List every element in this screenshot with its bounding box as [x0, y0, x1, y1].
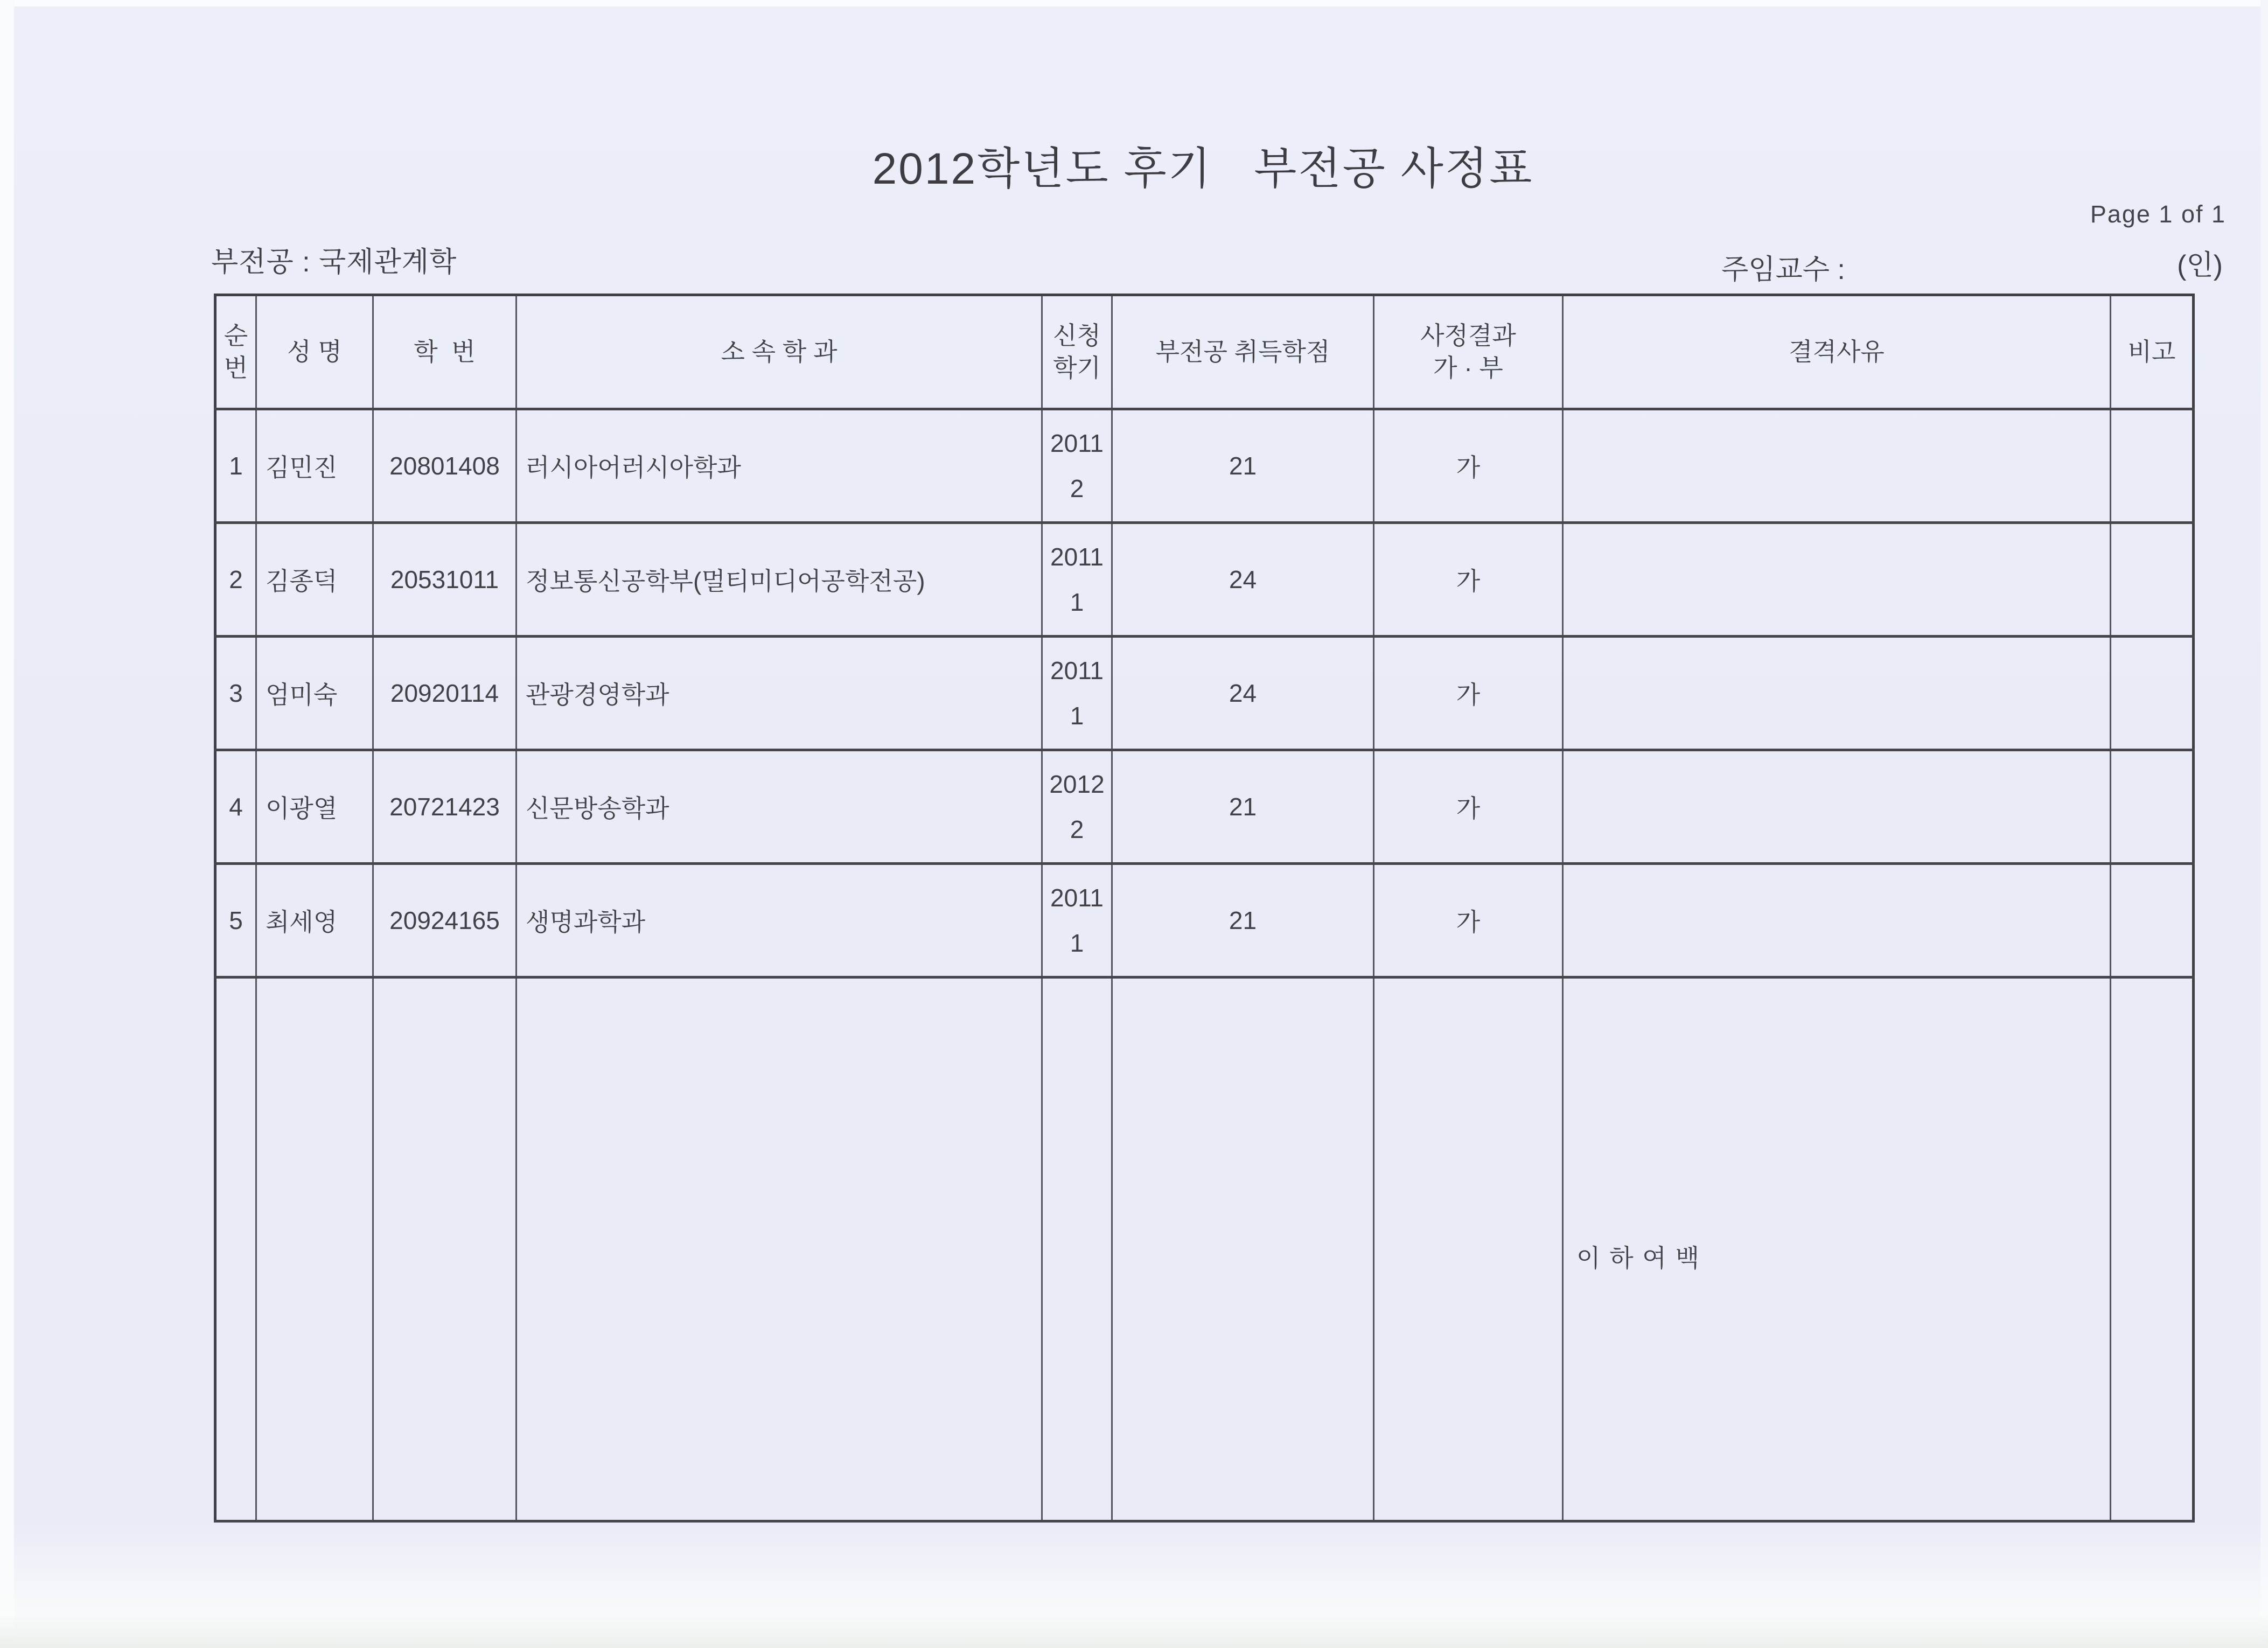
cell-department: 정보통신공학부(멀티미디어공학전공): [517, 523, 1042, 637]
page-title: 2012학년도 후기 부전공 사정표: [872, 144, 1534, 193]
assessment-table: [214, 294, 2195, 1523]
column-header-student-id: 학 번: [373, 295, 517, 409]
cell-credits: 21: [1112, 864, 1374, 977]
cell-note: [2111, 637, 2194, 750]
page-indicator: Page 1 of 1: [2090, 200, 2226, 228]
cell-seq: 3: [215, 637, 256, 750]
cell-note: [2111, 523, 2194, 637]
table-row: [215, 523, 2194, 637]
cell-student-id: 20721423: [373, 750, 517, 864]
cell-credits: [1112, 977, 1374, 1521]
cell-department: 관광경영학과: [517, 637, 1042, 750]
cell-student-id: 20924165: [373, 864, 517, 977]
cell-note: [2111, 864, 2194, 977]
table-row: [215, 409, 2194, 523]
cell-reject-reason: [1563, 409, 2111, 523]
cell-name: 최세영: [256, 864, 373, 977]
cell-seq: 5: [215, 864, 256, 977]
cell-result: [1374, 977, 1563, 1521]
column-header-name: 성 명: [256, 295, 373, 409]
cell-seq: 4: [215, 750, 256, 864]
cell-note: [2111, 977, 2194, 1521]
column-header-seq: 순 번: [215, 295, 256, 409]
cell-result: 가: [1374, 750, 1563, 864]
cell-student-id: [373, 977, 517, 1521]
column-header-department: 소 속 학 과: [517, 295, 1042, 409]
cell-apply-term: 2012 2: [1042, 750, 1112, 864]
cell-apply-term: 2011 1: [1042, 637, 1112, 750]
cell-credits: 21: [1112, 409, 1374, 523]
cell-name: 김종덕: [256, 523, 373, 637]
cell-result: 가: [1374, 409, 1563, 523]
cell-seq: 1: [215, 409, 256, 523]
column-header-result: 사정결과 가 · 부: [1374, 295, 1563, 409]
cell-apply-term: 2011 1: [1042, 523, 1112, 637]
cell-student-id: 20801408: [373, 409, 517, 523]
scan-edge-top: [0, 0, 2268, 6]
column-header-apply-term: 신청 학기: [1042, 295, 1112, 409]
header-row: [215, 295, 2194, 409]
cell-result: 가: [1374, 864, 1563, 977]
cell-reject-reason: [1563, 750, 2111, 864]
cell-apply-term: 2011 1: [1042, 864, 1112, 977]
table-row: [215, 750, 2194, 864]
scan-edge-right: [2260, 0, 2268, 1648]
table-row: [215, 637, 2194, 750]
seal-label: (인): [2177, 250, 2223, 281]
cell-name: [256, 977, 373, 1521]
cell-name: 엄미숙: [256, 637, 373, 750]
cell-credits: 24: [1112, 637, 1374, 750]
cell-department: 생명과학과: [517, 864, 1042, 977]
table-row: [215, 864, 2194, 977]
column-header-note: 비고: [2111, 295, 2194, 409]
cell-reject-reason-blank-note: 이 하 여 백: [1563, 977, 2111, 1521]
cell-reject-reason: [1563, 864, 2111, 977]
cell-result: 가: [1374, 637, 1563, 750]
cell-result: 가: [1374, 523, 1563, 637]
cell-student-id: 20531011: [373, 523, 517, 637]
scan-edge-left: [0, 0, 14, 1648]
cell-seq: 2: [215, 523, 256, 637]
column-header-reject-reason: 결격사유: [1563, 295, 2111, 409]
cell-student-id: 20920114: [373, 637, 517, 750]
cell-reject-reason: [1563, 523, 2111, 637]
cell-apply-term: 2011 2: [1042, 409, 1112, 523]
cell-reject-reason: [1563, 637, 2111, 750]
cell-seq: [215, 977, 256, 1521]
minor-label: 부전공 : 국제관계학: [211, 247, 457, 278]
cell-note: [2111, 409, 2194, 523]
cell-department: 러시아어러시아학과: [517, 409, 1042, 523]
blank-filler-row: [215, 977, 2194, 1521]
professor-label: 주임교수 :: [1721, 254, 1845, 285]
cell-name: 김민진: [256, 409, 373, 523]
cell-name: 이광열: [256, 750, 373, 864]
column-header-credits: 부전공 취득학점: [1112, 295, 1374, 409]
cell-credits: 24: [1112, 523, 1374, 637]
scan-edge-bottom: [0, 1524, 2268, 1648]
cell-credits: 21: [1112, 750, 1374, 864]
cell-department: 신문방송학과: [517, 750, 1042, 864]
cell-note: [2111, 750, 2194, 864]
cell-apply-term: [1042, 977, 1112, 1521]
cell-department: [517, 977, 1042, 1521]
